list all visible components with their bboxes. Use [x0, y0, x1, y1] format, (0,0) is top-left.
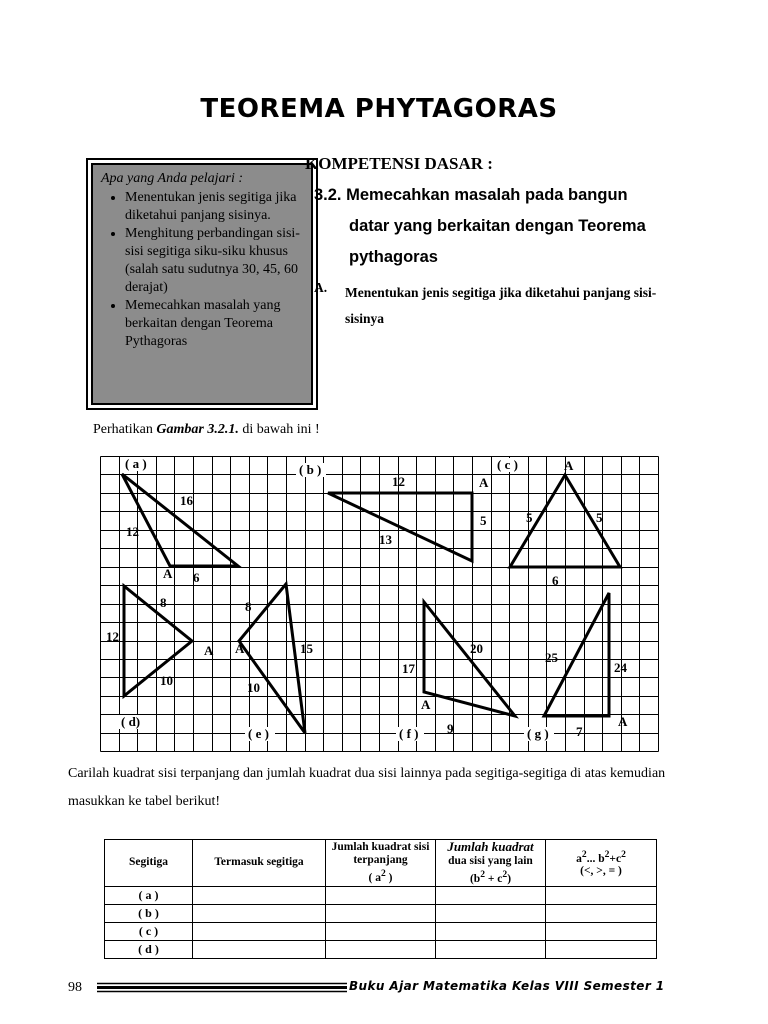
kompetensi-line: 3.2. Memecahkan masalah pada bangun [314, 186, 628, 204]
label-b-side: 5 [480, 513, 487, 528]
col-termasuk: Termasuk segitiga [193, 840, 326, 887]
label-g-side: 25 [545, 650, 558, 665]
col-jumlah-kuadrat-terpanjang: Jumlah kuadrat sisi terpanjang ( $a^2$ ) [326, 840, 436, 887]
page-number: 98 [68, 980, 82, 995]
label-f-side: 9 [447, 721, 454, 736]
row-label: ( c ) [105, 922, 193, 940]
label-g-side: 24 [614, 660, 627, 675]
label-a-side: 16 [180, 493, 193, 508]
learning-objective-item: • Menentukan jenis segitiga jika diketahui panjang sisinya. [125, 189, 307, 225]
answer-cell[interactable] [546, 922, 657, 940]
label-e-side: 8 [245, 599, 252, 614]
subsection-title: Menentukan jenis segitiga jika diketahui panjang sisi-sisinya [345, 285, 657, 326]
label-a-side: 6 [193, 570, 200, 585]
answer-cell[interactable] [326, 904, 436, 922]
label-a-tag: ( a ) [125, 456, 147, 471]
row-label: ( a ) [105, 886, 193, 904]
label-e-side: 15 [300, 641, 313, 656]
label-b-side: 12 [392, 474, 405, 489]
label-a-vertex: A [163, 566, 173, 581]
label-d-side: 10 [160, 673, 173, 688]
row-label: ( b ) [105, 904, 193, 922]
intro-suffix: di bawah ini ! [238, 422, 320, 437]
label-d-tag: ( d) [121, 714, 141, 729]
label-b-side: 13 [379, 532, 392, 547]
answer-cell[interactable] [436, 922, 546, 940]
instruction-text: Carilah kuadrat sisi terpanjang dan jumlah kuadrat dua sisi lainnya pada segitiga-segitiga di atas kemudian masukkan ke tabel berikut! [68, 766, 666, 809]
label-c-vertex: A [564, 458, 574, 473]
learning-objective-item: • Memecahkan masalah yang berkaitan dengan Teorema Pythagoras [125, 297, 307, 351]
label-b-vertex: A [479, 475, 489, 490]
answer-cell[interactable] [546, 904, 657, 922]
col-segitiga: Segitiga [105, 840, 193, 887]
label-f-vertex: A [421, 697, 431, 712]
triangle-figure-grid [100, 456, 659, 752]
answer-cell[interactable] [193, 940, 326, 958]
answer-cell[interactable] [326, 940, 436, 958]
figure-intro [93, 422, 320, 438]
label-c-side: 5 [526, 510, 533, 525]
label-g-vertex: A [618, 714, 628, 729]
label-c-side: 5 [596, 510, 603, 525]
book-title: Buku Ajar Matematika Kelas VIII Semester 1 [349, 979, 665, 993]
label-f-side: 17 [402, 661, 415, 676]
col-perbandingan: $a^2$... $b^2+c^2$ (<, >, = ) [546, 840, 657, 887]
label-g-tag: ( g ) [527, 726, 549, 741]
label-e-vertex: A [235, 641, 245, 656]
learning-objective-item: • Menghitung perbandingan sisi-sisi segitiga siku-siku khusus (salah satu sudutnya 30, 45, 60 derajat) [125, 225, 307, 297]
learning-box-heading: Apa yang Anda pelajari : [101, 171, 244, 186]
subsection-letter: A. [314, 280, 328, 295]
learning-objectives-list [101, 189, 307, 351]
kompetensi-line: datar yang berkaitan dengan Teorema [349, 217, 646, 235]
answer-cell[interactable] [436, 886, 546, 904]
label-a-side: 12 [126, 524, 139, 539]
label-f-tag: ( f ) [399, 726, 419, 741]
answer-cell[interactable] [326, 886, 436, 904]
answer-cell[interactable] [546, 886, 657, 904]
triangle-a [122, 474, 238, 566]
page-title: TEOREMA PHYTAGORAS [200, 94, 558, 124]
answer-cell[interactable] [326, 922, 436, 940]
label-e-side: 10 [247, 680, 260, 695]
label-b-tag: ( b ) [299, 462, 322, 477]
intro-prefix: Perhatikan [93, 422, 157, 437]
answer-cell[interactable] [193, 922, 326, 940]
answer-cell[interactable] [193, 904, 326, 922]
table-row [105, 886, 657, 904]
label-d-side: 8 [160, 595, 167, 610]
row-label: ( d ) [105, 940, 193, 958]
answer-table [104, 839, 657, 959]
label-d-vertex: A [204, 643, 214, 658]
label-c-side: 6 [552, 573, 559, 588]
figure-reference: Gambar 3.2.1. [156, 422, 239, 437]
footer-rule [97, 982, 347, 993]
label-f-side: 20 [470, 641, 483, 656]
label-d-side: 12 [106, 629, 119, 644]
kompetensi-heading: KOMPETENSI DASAR : [305, 154, 493, 173]
answer-cell[interactable] [436, 940, 546, 958]
label-g-side: 7 [576, 724, 583, 739]
table-header-row [105, 840, 657, 887]
table-row [105, 922, 657, 940]
label-c-tag: ( c ) [497, 457, 518, 472]
learning-objectives-box [91, 163, 313, 405]
kompetensi-line: pythagoras [349, 248, 438, 266]
label-e-tag: ( e ) [248, 726, 269, 741]
col-jumlah-kuadrat-lain: Jumlah kuadrat dua sisi yang lain $(b^2 + c^2)$ [436, 840, 546, 887]
answer-cell[interactable] [193, 886, 326, 904]
table-row [105, 904, 657, 922]
answer-cell[interactable] [546, 940, 657, 958]
answer-cell[interactable] [436, 904, 546, 922]
triangle-b [328, 493, 472, 561]
table-row [105, 940, 657, 958]
